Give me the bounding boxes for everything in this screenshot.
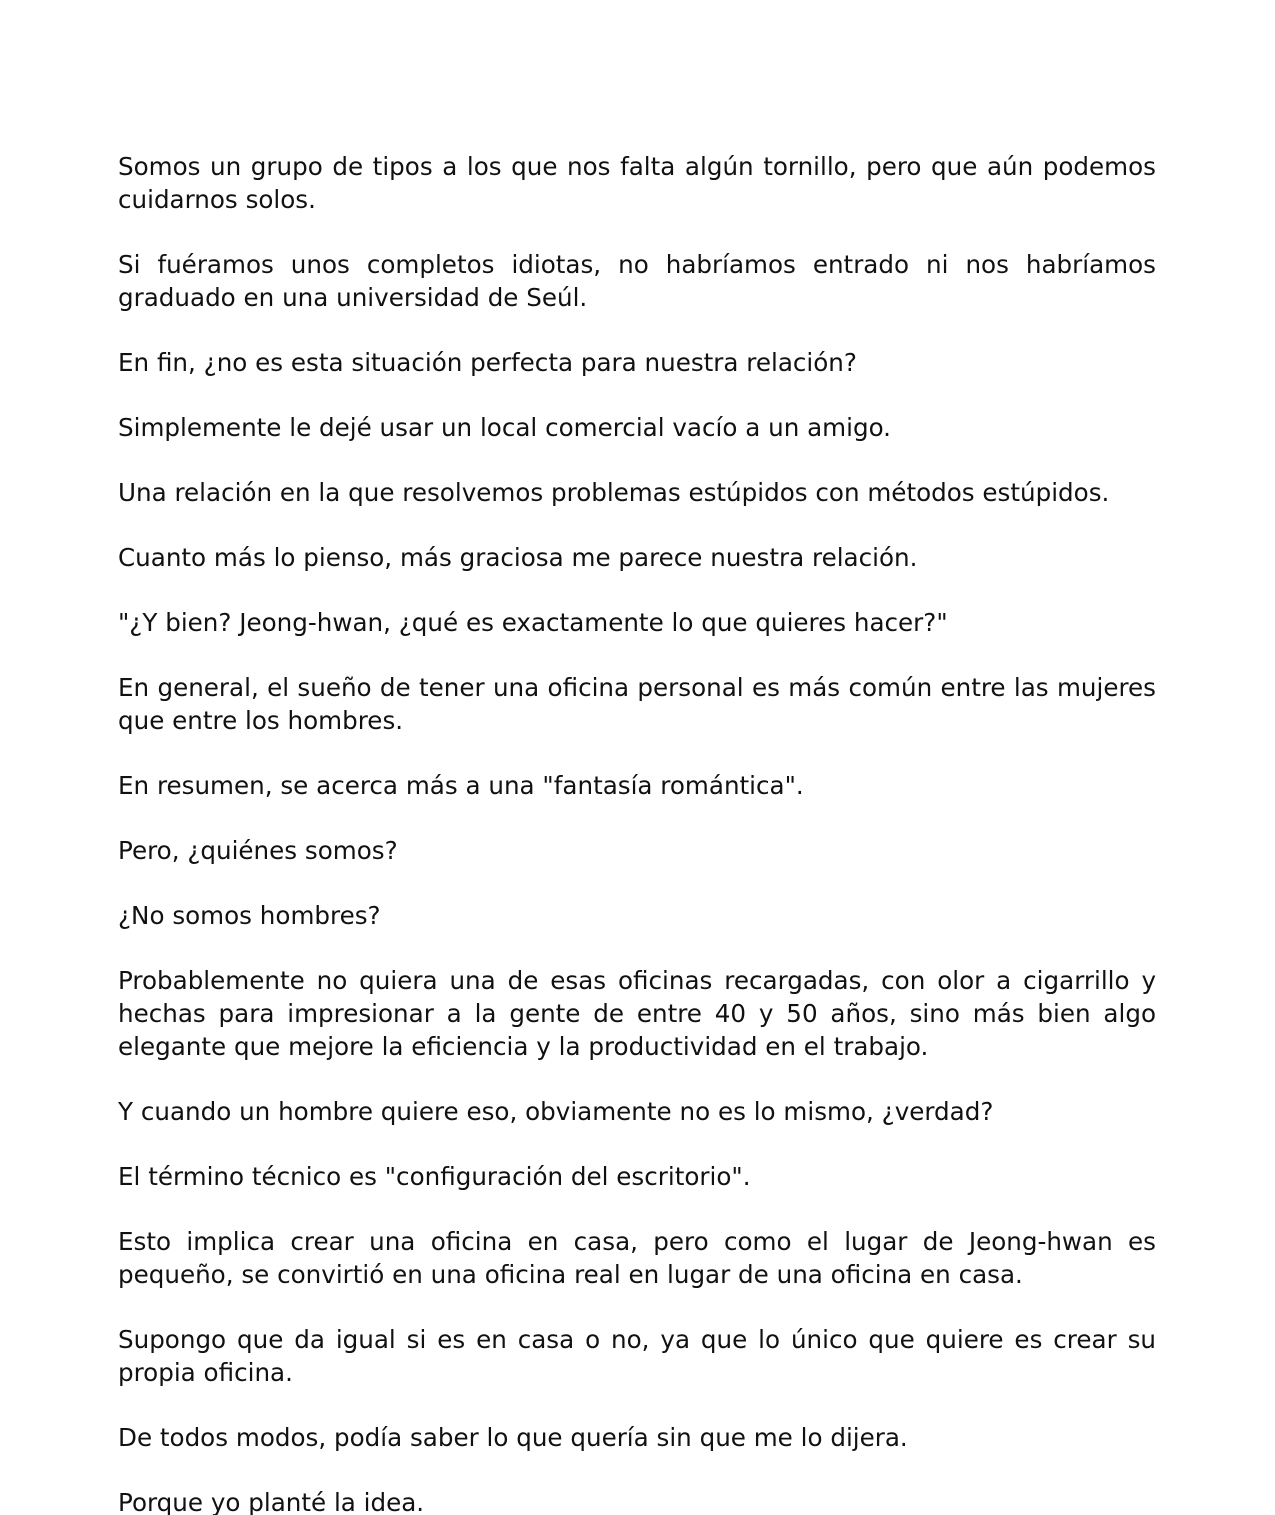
- paragraph: Supongo que da igual si es en casa o no, ya que lo único que quiere es crear su propia oficina.: [118, 1325, 1156, 1387]
- paragraph: Pero, ¿quiénes somos?: [118, 836, 398, 865]
- paragraph: Una relación en la que resolvemos problemas estúpidos con métodos estúpidos.: [118, 478, 1110, 507]
- paragraph: Simplemente le dejé usar un local comercial vacío a un amigo.: [118, 413, 891, 442]
- paragraph: Probablemente no quiera una de esas oficinas recargadas, con olor a cigarrillo y hechas para impresionar a la gente de entre 40 y 50 años, sino más bien algo elegante que mejore la eficiencia y la productividad en el trabajo.: [118, 966, 1156, 1061]
- paragraph: Y cuando un hombre quiere eso, obviamente no es lo mismo, ¿verdad?: [118, 1097, 994, 1126]
- paragraph: Porque yo planté la idea.: [118, 1488, 425, 1515]
- paragraph: Esto implica crear una oficina en casa, pero como el lugar de Jeong-hwan es pequeño, se convirtió en una oficina real en lugar de una oficina en casa.: [118, 1227, 1156, 1289]
- paragraph: Si fuéramos unos completos idiotas, no habríamos entrado ni nos habríamos graduado en una universidad de Seúl.: [118, 250, 1156, 312]
- paragraph: El término técnico es "configuración del escritorio".: [118, 1162, 751, 1191]
- paragraph: Cuanto más lo pienso, más graciosa me parece nuestra relación.: [118, 543, 918, 572]
- document-body: [118, 150, 1156, 1515]
- paragraph: "¿Y bien? Jeong-hwan, ¿qué es exactamente lo que quieres hacer?": [118, 608, 948, 637]
- paragraph: De todos modos, podía saber lo que quería sin que me lo dijera.: [118, 1423, 908, 1452]
- paragraph: Somos un grupo de tipos a los que nos falta algún tornillo, pero que aún podemos cuidarnos solos.: [118, 152, 1156, 214]
- paragraph: En general, el sueño de tener una oficina personal es más común entre las mujeres que entre los hombres.: [118, 673, 1156, 735]
- paragraph: En resumen, se acerca más a una "fantasía romántica".: [118, 771, 804, 800]
- paragraph: En fin, ¿no es esta situación perfecta para nuestra relación?: [118, 348, 857, 377]
- paragraph: ¿No somos hombres?: [118, 901, 381, 930]
